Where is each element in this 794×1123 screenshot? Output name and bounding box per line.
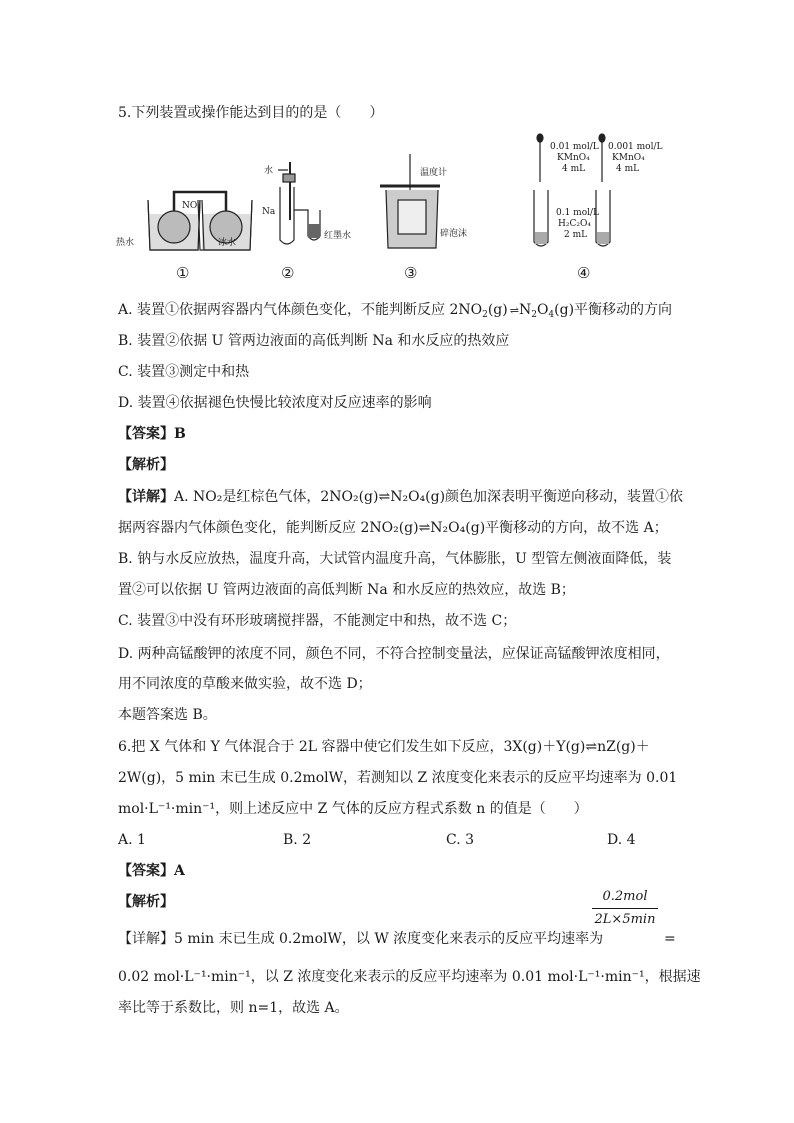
q5-detail-b-line-1: B. 钠与水反应放热，温度升高，大试管内温度升高，气体膨胀，U 型管左侧液面降低，装 bbox=[118, 551, 672, 567]
tube-reagent-line-3: 2 mL bbox=[564, 230, 588, 240]
left-reagent-line-1: 0.01 mol/L bbox=[550, 142, 599, 152]
apparatus-3-number: ③ bbox=[404, 264, 418, 282]
apparatus-2 bbox=[278, 162, 320, 244]
fraction-denominator: 2L×5min bbox=[594, 912, 656, 927]
q5-option-a-tail: 平衡移动的方向 bbox=[574, 302, 673, 318]
tube-reagent-line-1: 0.1 mol/L bbox=[556, 208, 600, 218]
q5-answer: 【答案】B bbox=[118, 426, 186, 442]
q6-option-d: D. 4 bbox=[607, 832, 636, 848]
right-reagent-line-2: KMnO₄ bbox=[612, 153, 645, 163]
no2-label: NO₂ bbox=[182, 201, 201, 211]
q6-option-b: B. 2 bbox=[283, 832, 312, 848]
water-label: 水 bbox=[264, 166, 274, 176]
q5-detail-tag: 【详解】 bbox=[118, 489, 174, 505]
q6-option-a: A. 1 bbox=[118, 832, 146, 848]
ice-water-label: 冰水 bbox=[218, 238, 237, 248]
left-reagent-line-2: KMnO₄ bbox=[557, 153, 590, 163]
q5-detail-c: C. 装置③中没有环形玻璃搅拌器，不能测定中和热，故不选 C； bbox=[118, 613, 517, 629]
q6-answer: 【答案】A bbox=[118, 863, 185, 879]
q5-analysis-heading: 【解析】 bbox=[118, 457, 174, 473]
q6-stem-line-3: mol·L⁻¹·min⁻¹，则上述反应中 Z 气体的反应方程式系数 n 的值是（ ） bbox=[118, 801, 588, 817]
q5-detail-d-line-2: 用不同浓度的草酸来做实验，故不选 D； bbox=[118, 676, 372, 692]
q5-option-a-text: A. 装置①依据两容器内气体颜色变化，不能判断反应 2NO bbox=[118, 302, 483, 318]
foam-label: 碎泡沫 bbox=[440, 229, 468, 239]
thermometer-label: 温度计 bbox=[420, 168, 448, 178]
q5-option-d: D. 装置④依据褪色快慢比较浓度对反应速率的影响 bbox=[118, 395, 432, 411]
left-reagent-line-3: 4 mL bbox=[562, 164, 586, 174]
q5-option-b: B. 装置②依据 U 管两边液面的高低判断 Na 和水反应的热效应 bbox=[118, 333, 510, 349]
q5-detail-b-line-2: 置②可以依据 U 管两边液面的高低判断 Na 和水反应的热效应，故选 B； bbox=[118, 582, 575, 598]
q6-stem-line-2: 2W(g)，5 min 末已生成 0.2molW，若测知以 Z 浓度变化来表示的反应平均速率为 0.01 bbox=[118, 770, 678, 786]
fraction-numerator: 0.2mol bbox=[602, 889, 648, 904]
q6-stem-line-1: 6.把 X 气体和 Y 气体混合于 2L 容器中使它们发生如下反应，3X(g)＋Y(g)⇌nZ(g)＋ bbox=[118, 739, 650, 755]
q5-detail-a-line-2: 据两容器内气体颜色变化，能判断反应 2NO₂(g)⇌N₂O₄(g)平衡移动的方向，故不选 A； bbox=[118, 520, 668, 536]
q5-detail-a-line-1 bbox=[118, 487, 683, 507]
hot-water-label: 热水 bbox=[116, 238, 135, 248]
sodium-label: Na bbox=[262, 207, 276, 217]
q5-conclusion: 本题答案选 B。 bbox=[118, 707, 217, 723]
apparatus-1-number: ① bbox=[176, 264, 190, 282]
right-reagent-line-1: 0.001 mol/L bbox=[608, 142, 663, 152]
q6-detail-line-2: 0.02 mol·L⁻¹·min⁻¹，以 Z 浓度变化来表示的反应平均速率为 0.01 mol·L⁻¹·min⁻¹，根据速 bbox=[118, 969, 701, 985]
q6-detail-line-1: 【详解】5 min 末已生成 0.2molW，以 W 浓度变化来表示的反应平均速率为 bbox=[118, 931, 604, 947]
q6-detail-line-3: 率比等于系数比，则 n=1，故选 A。 bbox=[118, 1000, 349, 1016]
tube-reagent-line-2: H₂C₂O₄ bbox=[558, 219, 591, 229]
q5-detail-d-line-1: D. 两种高锰酸钾的浓度不同，颜色不同，不符合控制变量法，应保证高锰酸钾浓度相同， bbox=[118, 646, 670, 662]
q5-option-a: A. 装置①依据两容器内气体颜色变化，不能判断反应 $2NO_2(g)$ ⇌ $N_2O_4(g)$平衡移动的方向 bbox=[118, 302, 673, 320]
q6-analysis-heading: 【解析】 bbox=[118, 894, 174, 910]
q5-stem: 5.下列装置或操作能达到目的的是（ ） bbox=[118, 105, 384, 121]
q6-option-c: C. 3 bbox=[446, 832, 475, 848]
rate-fraction bbox=[592, 888, 658, 929]
q5-detail-a-line-1-text: A. NO₂是红棕色气体，2NO₂(g)⇌N₂O₄(g)颜色加深表明平衡逆向移动，装置①依 bbox=[174, 489, 684, 505]
q5-option-c: C. 装置③测定中和热 bbox=[118, 364, 250, 380]
fraction-bar bbox=[592, 908, 658, 909]
equals-sign: = bbox=[664, 931, 676, 947]
apparatus-2-number: ② bbox=[281, 264, 295, 282]
red-ink-label: 红墨水 bbox=[324, 231, 352, 241]
right-reagent-line-3: 4 mL bbox=[616, 164, 640, 174]
apparatus-4-number: ④ bbox=[577, 264, 591, 282]
